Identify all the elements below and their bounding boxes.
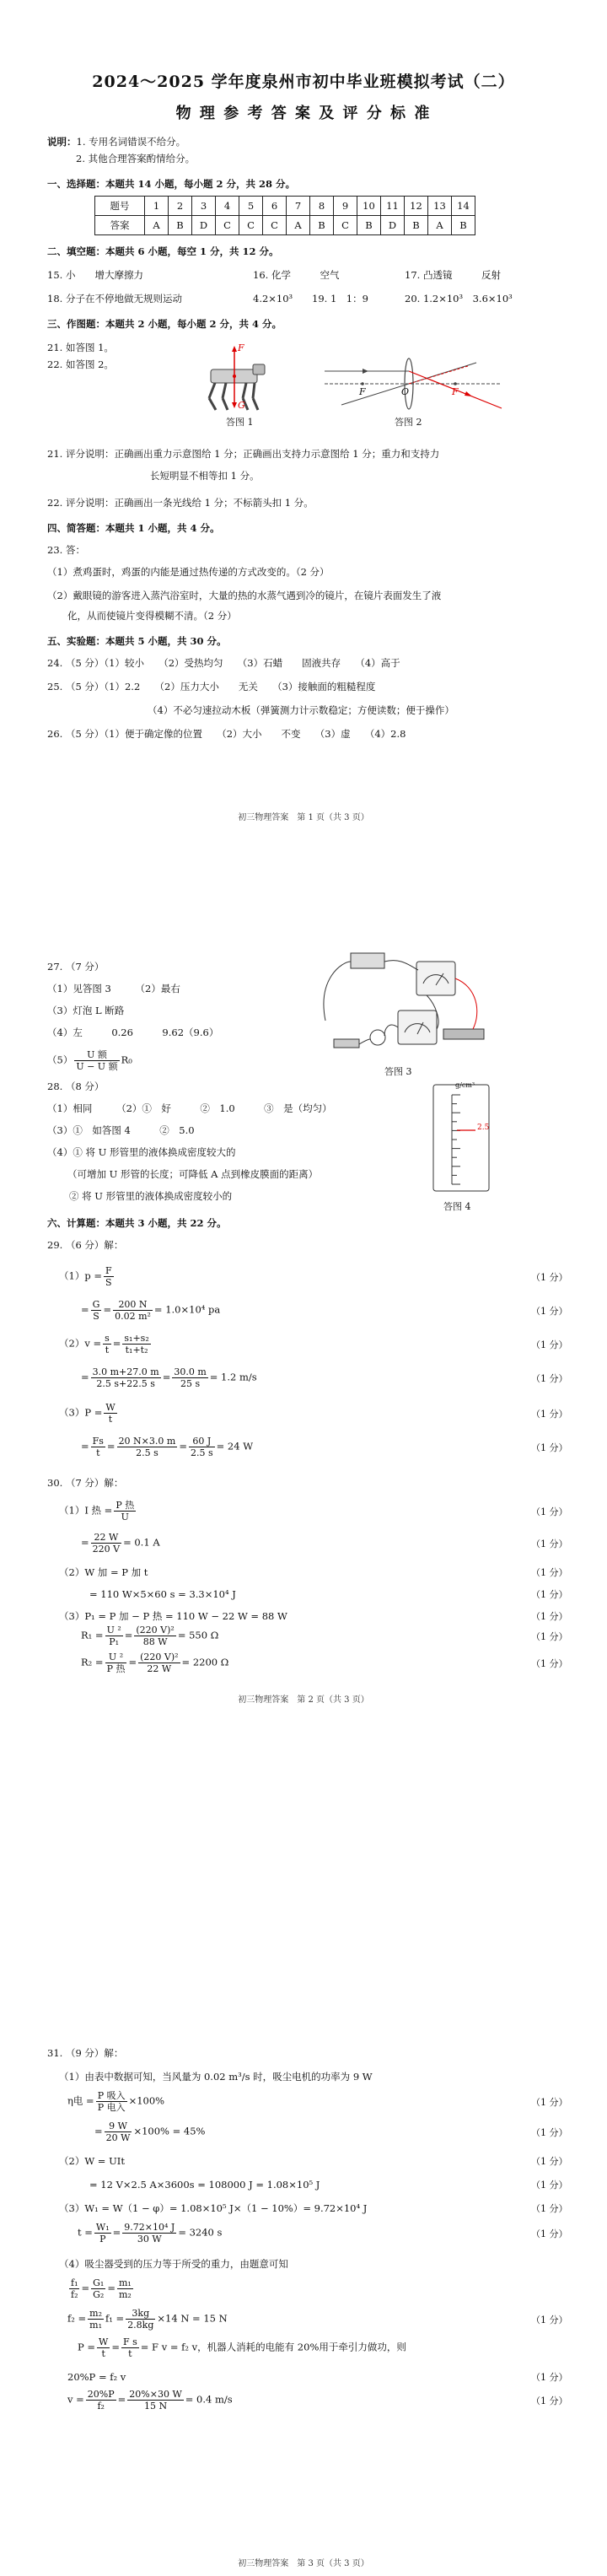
- fraction: [91, 1532, 121, 1555]
- q31-eq-4d: 20%P = f₂ v: [67, 2371, 126, 2383]
- eq-text: = F v = f₂ v，机器人消耗的电能有 20%用于牵引力做功，则: [140, 2341, 406, 2353]
- q28-4: （4）① 将 U 形管里的液体换成密度较大的: [47, 1146, 236, 1158]
- eq-text: =: [81, 2282, 90, 2294]
- eq-text: ×14 N = 15 N: [157, 2312, 228, 2325]
- figure-4-mark: 2.5: [477, 1124, 490, 1132]
- q27-1: （1）见答图 3 （2）最右: [47, 983, 180, 994]
- q31-1: （1）由表中数据可知，当风量为 0.02 m³/s 时，吸尘电机的功率为 9 W: [59, 2071, 373, 2083]
- eq-text: v =: [67, 2393, 84, 2406]
- numerator: G: [92, 1299, 100, 1310]
- fraction: [104, 1402, 116, 1425]
- score-mark: （1 分）: [531, 1339, 568, 1350]
- q29-eq-1a: [59, 1265, 115, 1288]
- score-mark: （1 分）: [531, 2228, 568, 2239]
- section-5-heading: 五、实验题：本题共 5 小题，共 30 分。: [47, 635, 227, 647]
- fraction: [138, 1652, 180, 1674]
- table-cell: B: [405, 216, 428, 235]
- numerator: G₁: [93, 2277, 105, 2288]
- table-cell: B: [310, 216, 334, 235]
- answer-24: 24. （5 分）（1）较小 （2）受热均匀 （3）石蜡 固液共存 （4）高于: [47, 657, 400, 669]
- numerator: U ²: [106, 1625, 121, 1636]
- score-mark: （1 分）: [531, 1409, 568, 1420]
- eq-text: =: [124, 1629, 133, 1641]
- numerator: 200 N: [113, 1299, 153, 1311]
- table-cell: 4: [216, 197, 239, 216]
- q28-4b: （可增加 U 形管的长度；可降低 A 点到橡皮膜面的距离）: [67, 1168, 319, 1180]
- q30-eq-3a: （3）P₁ = P 加 − P 热 = 110 W − 22 W = 88 W: [59, 1610, 287, 1622]
- eq-text: P =: [78, 2341, 96, 2353]
- denominator: 2.5 s: [190, 1447, 213, 1458]
- denominator: U − U 额: [76, 1061, 118, 1072]
- denominator: 22 W: [147, 1663, 172, 1674]
- score-mark: （1 分）: [531, 1272, 568, 1283]
- table-cell: 8: [310, 197, 334, 216]
- table-row-answers: [95, 216, 475, 235]
- denominator: S: [105, 1277, 112, 1288]
- score-mark: （1 分）: [531, 1506, 568, 1517]
- eq-text: t =: [78, 2226, 93, 2239]
- fraction: [103, 1333, 111, 1355]
- q31-eq-3b: [78, 2222, 222, 2245]
- table-cell: 10: [357, 197, 381, 216]
- eq-text: =: [106, 1440, 115, 1452]
- numerator: 9 W: [105, 2121, 132, 2132]
- denominator: t: [128, 2348, 132, 2359]
- answer-18: 18. 分子在不停地做无规则运动: [47, 293, 182, 304]
- eq-text: =: [128, 1656, 137, 1668]
- note-label: 说明：: [47, 136, 77, 148]
- fraction: [122, 1333, 150, 1355]
- denominator: t: [108, 1414, 113, 1425]
- fraction: [88, 2308, 104, 2331]
- table-cell: C: [263, 216, 287, 235]
- q29-eq-3a: [59, 1402, 119, 1425]
- denominator: S: [93, 1311, 99, 1322]
- answer-23c: 化，从而使镜片变得模糊不清。（2 分）: [67, 610, 237, 622]
- section-3-heading: 三、作图题：本题共 2 小题，每小题 2 分，共 4 分。: [47, 318, 282, 330]
- numerator: P 热: [115, 1500, 135, 1511]
- denominator: 2.8kg: [127, 2320, 154, 2331]
- q30-eq-3c: [81, 1652, 228, 1674]
- answer-25b: （4）不必匀速拉动木板（弹簧测力计示数稳定；方便读数；便于操作）: [148, 704, 454, 716]
- denominator: G₂: [93, 2289, 105, 2300]
- answer-table: [94, 196, 475, 235]
- fraction: [189, 1436, 215, 1458]
- q29-eq-1b: [81, 1299, 220, 1322]
- fraction: [96, 2090, 127, 2113]
- answer-25: 25. （5 分）（1）2.2 （2）压力大小 无关 （3）接触面的粗糙程度: [47, 681, 376, 693]
- score-mark: （1 分）: [531, 1306, 568, 1317]
- table-cell: C: [239, 216, 263, 235]
- note-2: 2. 其他合理答案酌情给分。: [76, 153, 196, 164]
- answer-18b: 4.2×10³: [253, 293, 293, 304]
- fraction: [69, 2277, 79, 2300]
- fraction: [172, 1366, 207, 1389]
- eq-text: =: [103, 1303, 112, 1316]
- q31-eq-1b: [94, 2121, 205, 2143]
- denominator: 0.02 m²: [115, 1311, 151, 1322]
- denominator: U: [121, 1512, 129, 1522]
- fraction: [105, 1652, 127, 1674]
- eq-text: =: [94, 2125, 103, 2137]
- score-mark: （1 分）: [531, 1442, 568, 1453]
- q27-5: [47, 1049, 132, 1072]
- numerator: U 额: [74, 1049, 119, 1061]
- eq-text: （3）P =: [59, 1406, 103, 1419]
- denominator: t: [105, 1345, 110, 1355]
- q29-eq-3b: [81, 1436, 253, 1458]
- numerator: W₁: [95, 2222, 110, 2233]
- eq-text: ×100% = 45%: [133, 2125, 206, 2137]
- numerator: 60 J: [189, 1436, 215, 1447]
- eq-text: =: [162, 1371, 171, 1383]
- exam-subtitle: 物 理 参 考 答 案 及 评 分 标 准: [175, 105, 432, 122]
- figure-3-caption: 答图 3: [384, 1066, 412, 1077]
- denominator: 88 W: [142, 1636, 168, 1647]
- answer-23b: （2）戴眼镜的游客进入蒸汽浴室时，大量的热的水蒸气遇到冷的镜片，在镜片表面发生了液: [47, 590, 442, 601]
- page-3: [0, 1712, 607, 2576]
- q31-eq-2a: （2）W = UIt: [59, 2155, 125, 2167]
- eq-text: = 24 W: [216, 1440, 254, 1452]
- denominator: P 电入: [97, 2102, 126, 2113]
- denominator: 20 W: [105, 2132, 131, 2143]
- eval-21: 21. 评分说明：正确画出重力示意图给 1 分；正确画出支持力示意图给 1 分；重力和支持力: [47, 448, 440, 460]
- page-3-footer: 初三物理答案 第 3 页（共 3 页）: [238, 2559, 369, 2568]
- eq-text: =: [107, 2282, 115, 2294]
- table-cell: C: [334, 216, 357, 235]
- eq-text: = 2200 Ω: [181, 1656, 229, 1668]
- section-6-heading: 六、计算题：本题共 3 小题，共 22 分。: [47, 1217, 227, 1229]
- table-cell: B: [357, 216, 381, 235]
- eq-text: = 3240 s: [178, 2226, 223, 2239]
- fraction: [105, 1625, 123, 1647]
- table-cell: D: [192, 216, 216, 235]
- q27-4: （4）左 0.26 9.62（9.6）: [47, 1027, 219, 1038]
- score-mark: （1 分）: [531, 2315, 568, 2325]
- figure-4-unit: g/cm³: [455, 1081, 475, 1089]
- table-cell: 9: [334, 197, 357, 216]
- q30-eq-2a: （2）W 加 = P 加 t: [59, 1566, 148, 1578]
- fraction: [117, 2277, 133, 2300]
- q29-eq-2b: [81, 1366, 257, 1389]
- figure-2-label-F-left: F: [359, 386, 366, 397]
- numerator: 20 N×3.0 m: [118, 1436, 176, 1447]
- eq-text: = 0.4 m/s: [185, 2393, 233, 2406]
- figure-1-label-F: F: [238, 342, 244, 353]
- numerator: W: [105, 1402, 115, 1413]
- score-mark: （1 分）: [531, 2372, 568, 2383]
- numerator: 3.0 m+27.0 m: [92, 1366, 159, 1377]
- q31-eq-4b: [67, 2308, 228, 2331]
- fraction: [105, 2121, 132, 2143]
- figure-4-caption: 答图 4: [443, 1201, 471, 1212]
- q29-heading: 29. （6 分）解：: [47, 1239, 124, 1251]
- section-4-heading: 四、简答题：本题共 1 小题，共 4 分。: [47, 522, 220, 534]
- fraction: [91, 1299, 102, 1322]
- table-cell: 14: [452, 197, 475, 216]
- answer-26: 26. （5 分）（1）便于确定像的位置 （2）大小 不变 （3）虚 （4）2.8: [47, 728, 406, 740]
- q27-5-label: （5）: [47, 1054, 73, 1066]
- q31-eq-1a: [67, 2090, 164, 2113]
- q30-eq-3b: [81, 1625, 218, 1647]
- numerator: U ²: [105, 1652, 127, 1663]
- q28-3: （3）① 如答图 4 ② 5.0: [47, 1124, 195, 1136]
- numerator: 3kg: [126, 2308, 155, 2320]
- eq-text: =: [112, 2226, 121, 2239]
- denominator: t: [101, 2348, 105, 2359]
- q30-eq-2b: = 110 W×5×60 s = 3.3×10⁴ J: [89, 1588, 236, 1600]
- fraction: [126, 2308, 155, 2331]
- score-mark: （1 分）: [531, 2127, 568, 2138]
- q28-heading: 28. （8 分）: [47, 1081, 105, 1092]
- eq-text: = 0.1 A: [123, 1536, 160, 1549]
- table-cell: C: [216, 216, 239, 235]
- fraction: [86, 2389, 116, 2412]
- table-cell: 11: [381, 197, 405, 216]
- eq-text: =: [179, 1440, 187, 1452]
- denominator: 2.5 s: [136, 1447, 158, 1458]
- numerator: m₂: [89, 2308, 103, 2319]
- denominator: f₂: [71, 2289, 78, 2300]
- q31-eq-4c: [78, 2336, 406, 2359]
- score-mark: （1 分）: [531, 2395, 568, 2406]
- table-head-answer: 答案: [95, 216, 145, 235]
- numerator: s₁+s₂: [124, 1333, 149, 1344]
- numerator: Fs: [92, 1436, 104, 1447]
- eq-text: ×100%: [128, 2094, 165, 2107]
- score-mark: （1 分）: [531, 1631, 568, 1642]
- numerator: W: [99, 2336, 109, 2347]
- page-2-footer: 初三物理答案 第 2 页（共 3 页）: [238, 1695, 369, 1705]
- eq-text: = 1.2 m/s: [209, 1371, 257, 1383]
- table-cell: 7: [287, 197, 310, 216]
- fraction: [134, 1625, 175, 1647]
- eq-text: =: [111, 2341, 120, 2353]
- table-cell: A: [428, 216, 452, 235]
- page-1: [0, 0, 607, 852]
- score-mark: （1 分）: [531, 1567, 568, 1578]
- eq-text: = 1.0×10⁴ pa: [153, 1303, 221, 1316]
- eq-text: =: [81, 1371, 89, 1383]
- section-1-heading: 一、选择题：本题共 14 小题，每小题 2 分，共 28 分。: [47, 178, 296, 190]
- numerator: 20%×30 W: [129, 2389, 182, 2400]
- denominator: 2.5 s+22.5 s: [96, 1378, 155, 1389]
- table-cell: B: [169, 216, 192, 235]
- table-cell: A: [145, 216, 169, 235]
- denominator: 220 V: [92, 1544, 121, 1555]
- q31-eq-2b: = 12 V×2.5 A×3600s = 108000 J = 1.08×10⁵ J: [89, 2179, 320, 2191]
- answer-16: 16. 化学 空气: [253, 269, 340, 281]
- figure-2-label-O: O: [401, 386, 410, 397]
- fraction: [97, 2336, 110, 2359]
- eq-text: =: [81, 1303, 89, 1316]
- table-head-number: 题号: [95, 197, 145, 216]
- answer-20: 20. 1.2×10³ 3.6×10³: [405, 293, 513, 304]
- eq-text: =: [81, 1536, 89, 1549]
- answer-23a: （1）煮鸡蛋时，鸡蛋的内能是通过热传递的方式改变的。（2 分）: [47, 566, 330, 578]
- q27-5-fraction: [74, 1049, 119, 1072]
- q27-3: （3）灯泡 L 断路: [47, 1005, 125, 1016]
- score-mark: （1 分）: [531, 1373, 568, 1384]
- figure-2-caption: 答图 2: [395, 417, 422, 428]
- table-cell: 3: [192, 197, 216, 216]
- denominator: t: [96, 1447, 100, 1458]
- figure-4-density-scale: [428, 1080, 496, 1198]
- exam-title: 2024～2025 学年度泉州市初中毕业班模拟考试（二）: [92, 73, 515, 91]
- figure-3-circuit-diagram: [317, 945, 486, 1063]
- q31-heading: 31. （9 分）解：: [47, 2047, 124, 2059]
- numerator: F: [105, 1265, 112, 1276]
- q27-heading: 27. （7 分）: [47, 961, 105, 973]
- score-mark: （1 分）: [531, 2097, 568, 2108]
- numerator: 9.72×10⁴ J: [124, 2222, 175, 2233]
- table-cell: 2: [169, 197, 192, 216]
- table-cell: 6: [263, 197, 287, 216]
- q30-eq-1b: [81, 1532, 160, 1555]
- q31-4: （4）吸尘器受到的压力等于所受的重力，由题意可知: [59, 2258, 288, 2270]
- score-mark: （1 分）: [531, 2203, 568, 2214]
- eq-text: R₂ =: [81, 1656, 104, 1668]
- q31-eq-4e: [67, 2389, 233, 2412]
- eq-text: =: [117, 2393, 126, 2406]
- numerator: (220 V)²: [140, 1652, 179, 1663]
- score-mark: （1 分）: [531, 1539, 568, 1549]
- score-mark: （1 分）: [531, 1658, 568, 1669]
- fraction: [91, 1366, 161, 1389]
- denominator: t₁+t₂: [125, 1345, 148, 1355]
- fraction: [121, 2336, 139, 2359]
- q28-1: （1）相同 （2）① 好 ② 1.0 ③ 是（均匀）: [47, 1102, 332, 1114]
- note-1: 1. 专用名词错误不给分。: [76, 136, 186, 148]
- figure-1-label-G: G: [238, 400, 245, 411]
- section-2-heading: 二、填空题：本题共 6 小题，每空 1 分，共 12 分。: [47, 245, 279, 257]
- numerator: f₁: [71, 2277, 78, 2288]
- table-cell: 5: [239, 197, 263, 216]
- eval-21b: 长短明显不相等扣 1 分。: [150, 470, 260, 482]
- eq-text: = 550 Ω: [177, 1629, 219, 1641]
- answer-19: 19. 1 1：9: [312, 293, 368, 304]
- denominator: f₂: [97, 2401, 105, 2412]
- q29-eq-2a: [59, 1333, 153, 1355]
- eq-text: （1）I 热 =: [59, 1504, 113, 1517]
- eq-text: =: [81, 1440, 89, 1452]
- numerator: 20%P: [87, 2389, 115, 2400]
- numerator: 22 W: [91, 1532, 121, 1544]
- fraction: [91, 2277, 105, 2300]
- denominator: 25 s: [180, 1378, 201, 1389]
- denominator: 15 N: [143, 2401, 168, 2412]
- eq-text: （2）v =: [59, 1337, 102, 1350]
- denominator: P₁: [109, 1636, 120, 1647]
- answer-15: 15. 小 增大摩擦力: [47, 269, 143, 281]
- eq-text: （1）p =: [59, 1269, 102, 1282]
- fraction: [94, 2222, 111, 2245]
- q31-eq-3a: （3）W₁ = W（1 − φ）= 1.08×10⁵ J×（1 − 10%）= 9.72×10⁴ J: [59, 2202, 368, 2214]
- denominator: P: [99, 2234, 106, 2245]
- figure-1-caption: 答图 1: [226, 417, 254, 428]
- numerator: 30.0 m: [174, 1366, 207, 1377]
- table-row-numbers: [95, 197, 475, 216]
- table-cell: 12: [405, 197, 428, 216]
- fraction: [127, 2389, 183, 2412]
- denominator: m₁: [89, 2320, 103, 2331]
- table-cell: D: [381, 216, 405, 235]
- denominator: 30 W: [137, 2234, 162, 2245]
- page-1-footer: 初三物理答案 第 1 页（共 3 页）: [238, 813, 369, 822]
- fraction: [113, 1299, 153, 1322]
- numerator: P 吸入: [97, 2090, 126, 2101]
- answer-21: 21. 如答图 1。: [47, 342, 114, 353]
- notes: [47, 135, 185, 148]
- numerator: (220 V)²: [136, 1625, 175, 1636]
- fraction: [91, 1436, 105, 1458]
- answer-17: 17. 凸透镜 反射: [405, 269, 501, 281]
- score-mark: （1 分）: [531, 2156, 568, 2167]
- eq-text: η电 =: [67, 2094, 94, 2107]
- fraction: [122, 2222, 176, 2245]
- table-cell: A: [287, 216, 310, 235]
- eq-text: R₁ =: [81, 1629, 104, 1641]
- numerator: s: [105, 1333, 110, 1344]
- q31-eq-4a: [67, 2277, 135, 2300]
- eq-text: f₂ =: [67, 2312, 87, 2325]
- page-2: [0, 852, 607, 1712]
- table-cell: 1: [145, 197, 169, 216]
- denominator: m₂: [118, 2289, 132, 2300]
- q27-5-tail: R₀: [121, 1054, 132, 1066]
- figure-2-label-F-right: F: [452, 386, 459, 397]
- denominator: P 热: [106, 1663, 126, 1674]
- score-mark: （1 分）: [531, 1589, 568, 1600]
- fraction: [104, 1265, 114, 1288]
- q28-4c: ② 将 U 形管里的液体换成密度较小的: [69, 1190, 233, 1202]
- score-mark: （1 分）: [531, 1611, 568, 1622]
- eval-22: 22. 评分说明：正确画出一条光线给 1 分；不标箭头扣 1 分。: [47, 497, 314, 509]
- answer-23-label: 23. 答：: [47, 544, 85, 556]
- q30-heading: 30. （7 分）解：: [47, 1477, 124, 1489]
- eq-text: f₁ =: [105, 2312, 125, 2325]
- table-cell: B: [452, 216, 475, 235]
- table-cell: 13: [428, 197, 452, 216]
- figure-2-lens-ray-diagram: [325, 354, 502, 413]
- fraction: [114, 1500, 136, 1522]
- score-mark: （1 分）: [531, 2180, 568, 2191]
- fraction: [117, 1436, 178, 1458]
- numerator: m₁: [118, 2277, 132, 2288]
- eq-text: =: [112, 1337, 121, 1350]
- numerator: F s: [122, 2336, 137, 2347]
- answer-22: 22. 如答图 2。: [47, 358, 114, 370]
- q30-eq-1a: [59, 1500, 137, 1522]
